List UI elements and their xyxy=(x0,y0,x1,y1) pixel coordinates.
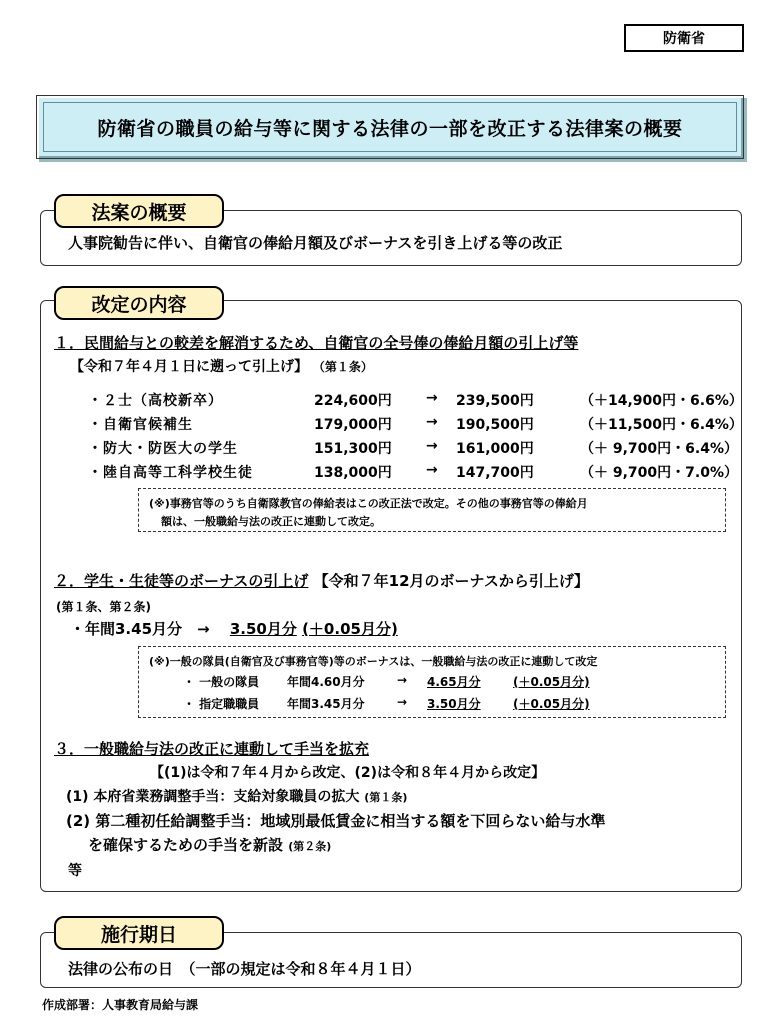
item3-point2-text: を確保するための手当を新設 xyxy=(88,836,284,854)
item3-subheading: 【(1)は令和７年４月から改定、(2)は令和８年４月から改定】 xyxy=(150,765,546,781)
salary-from: 138,000円 xyxy=(314,465,392,481)
item2-bonus-from: ・年間3.45月分 → xyxy=(70,620,225,638)
overview-text: 人事院勧告に伴い、自衛官の俸給月額及びボーナスを引き上げる等の改正 xyxy=(68,234,563,252)
arrow-icon: → xyxy=(426,390,438,406)
salary-to: 190,500円 xyxy=(456,417,534,433)
arrow-icon: → xyxy=(397,673,408,687)
item3-point1-text: (1) 本府省業務調整手当：支給対象職員の拡大 xyxy=(66,789,360,805)
item1-date: 【令和７年４月１日に遡って引上げ】 xyxy=(70,359,308,375)
bonus-note-from: 年間4.60月分 xyxy=(287,675,365,689)
item1-heading: １．民間給与との較差を解消するため、自衛官の全号俸の俸給月額の引上げ等 xyxy=(54,334,579,352)
item1-note-line1: (※)事務官等のうち自衛隊教官の俸給表はこの改正法で改定。その他の事務官等の俸給月 xyxy=(149,497,588,510)
salary-from: 224,600円 xyxy=(314,393,392,409)
item2-note xyxy=(138,646,726,718)
enforcement-text: 法律の公布の日 （一部の規定は令和８年４月１日） xyxy=(68,960,421,978)
item3-heading: ３．一般職給与法の改正に連動して手当を拡充 xyxy=(54,740,370,758)
bonus-note-label: ・ 指定職職員 xyxy=(183,697,260,711)
item3-point2-article: (第２条) xyxy=(288,840,332,853)
bonus-note-diff: (＋0.05月分) xyxy=(513,675,590,689)
item3-etc: 等 xyxy=(68,863,82,879)
salary-row xyxy=(88,390,760,410)
bonus-note-row xyxy=(183,695,590,712)
overview-label: 法案の概要 xyxy=(54,194,224,228)
salary-diff: （＋ 9,700円・7.0%） xyxy=(580,465,738,481)
page-title-text: 防衛省の職員の給与等に関する法律の一部を改正する法律案の概要 xyxy=(97,117,683,140)
salary-from: 179,000円 xyxy=(314,417,392,433)
bonus-note-from: 年間3.45月分 xyxy=(287,697,365,711)
item2-note-title: (※)一般の隊員(自衛官及び事務官等)等のボーナスは、一般職給与法の改正に連動して改定 xyxy=(149,655,598,668)
salary-category: ・防大・防医大の学生 xyxy=(88,441,238,457)
arrow-icon: → xyxy=(426,438,438,454)
item3-point1-article: (第１条) xyxy=(364,791,408,804)
item2-bonus-diff: (＋0.05月分) xyxy=(302,620,398,638)
salary-to: 161,000円 xyxy=(456,441,534,457)
ministry-tag: 防衛省 xyxy=(624,24,744,52)
page-title xyxy=(36,95,744,159)
arrow-icon: → xyxy=(426,462,438,478)
item1-article: （第１条） xyxy=(312,360,373,374)
salary-category: ・２士（高校新卒） xyxy=(88,393,223,409)
salary-to: 239,500円 xyxy=(456,393,534,409)
item3-point2-line1: (2) 第二種初任給調整手当：地域別最低賃金に相当する額を下回らない給与水準 xyxy=(66,812,606,830)
item1-note-line2: 額は、一般職給与法の改正に連動して改定。 xyxy=(161,515,381,528)
bonus-note-to: 4.65月分 xyxy=(427,675,481,689)
footer-department: 作成部署：人事教育局給与課 xyxy=(42,998,199,1012)
item2-article: (第１条、第２条) xyxy=(56,600,151,614)
salary-category: ・自衛官候補生 xyxy=(88,417,193,433)
item2-bonus-to: 3.50月分 xyxy=(229,620,297,638)
bonus-note-to: 3.50月分 xyxy=(427,697,481,711)
item2-heading: ２．学生・生徒等のボーナスの引上げ xyxy=(54,572,309,590)
item2-date: 【令和７年12月のボーナスから引上げ】 xyxy=(313,572,589,590)
item1-subheading xyxy=(70,356,373,376)
item1-note xyxy=(138,488,726,532)
enforcement-label: 施行期日 xyxy=(54,916,224,950)
item2-bonus-line xyxy=(70,618,398,639)
salary-to: 147,700円 xyxy=(456,465,534,481)
salary-row xyxy=(88,462,760,482)
salary-diff: （＋11,500円・6.4%） xyxy=(580,417,743,433)
salary-diff: （＋14,900円・6.6%） xyxy=(580,393,743,409)
item3-point2-line2 xyxy=(88,834,331,855)
arrow-icon: → xyxy=(397,695,408,709)
bonus-note-label: ・ 一般の隊員 xyxy=(183,675,260,689)
bonus-note-diff: (＋0.05月分) xyxy=(513,697,590,711)
salary-from: 151,300円 xyxy=(314,441,392,457)
contents-label: 改定の内容 xyxy=(54,286,224,320)
salary-row xyxy=(88,414,760,434)
salary-row xyxy=(88,438,760,458)
bonus-note-row xyxy=(183,673,590,690)
item3-point1 xyxy=(66,786,407,806)
arrow-icon: → xyxy=(426,414,438,430)
item2-heading-row xyxy=(54,570,589,591)
salary-diff: （＋ 9,700円・6.4%） xyxy=(580,441,738,457)
salary-category: ・陸自高等工科学校生徒 xyxy=(88,465,253,481)
